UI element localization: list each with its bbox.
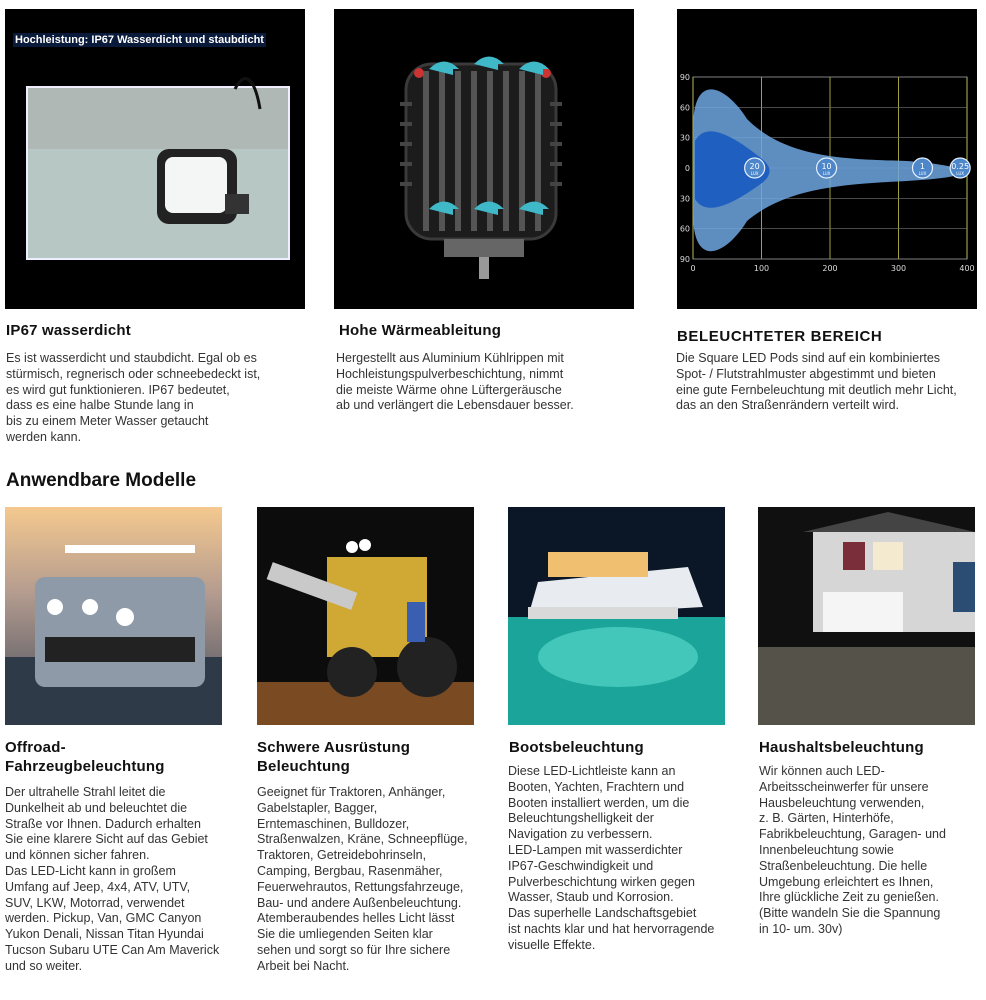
feature-title-waterproof: IP67 wasserdicht bbox=[6, 322, 131, 339]
ip67-badge: Hochleistung: IP67 Wasserdicht und staubdicht bbox=[15, 34, 264, 46]
feature-text-beam: Die Square LED Pods sind auf ein kombiniertes Spot- / Flutstrahlmuster abgestimmt und bieten eine gute Fernbeleuchtung mit deutlich mehr Licht, das an den Straßenrändern verteilt wird. bbox=[676, 351, 957, 413]
y-tick-label: 60 bbox=[679, 103, 690, 113]
water-tank-illustration bbox=[5, 9, 305, 309]
lux-unit: LUX bbox=[956, 171, 965, 176]
beam-pattern-chart bbox=[677, 9, 977, 309]
house-illustration bbox=[758, 507, 975, 725]
boat-photo bbox=[508, 507, 725, 725]
feature-text-heat: Hergestellt aus Aluminium Kühlrippen mit Hochleistungspulverbeschichtung, nimmt die meiste Wärme ohne Lüftergeräusche ab und verlängert die Lebensdauer besser. bbox=[336, 351, 574, 413]
feature-title-heat: Hohe Wärmeableitung bbox=[339, 322, 502, 339]
x-tick-label: 100 bbox=[753, 264, 770, 273]
model-title-offroad: Offroad- Fahrzeugbeleuchtung bbox=[5, 739, 165, 775]
feature-text-waterproof: Es ist wasserdicht und staubdicht. Egal ob es stürmisch, regnerisch oder schneebedeckt ist, es wird gut funktionieren. IP67 bedeutet, dass es eine halbe Stunde lang in bis zu einem Meter Wasser getaucht werden kann. bbox=[6, 351, 261, 444]
heatsink-illustration bbox=[334, 9, 634, 309]
x-tick-label: 400 bbox=[959, 264, 975, 273]
y-tick-label: 30 bbox=[679, 194, 690, 204]
lux-unit: LUX bbox=[918, 171, 927, 176]
jeep-illustration bbox=[5, 507, 222, 725]
section-title: Anwendbare Modelle bbox=[6, 470, 197, 491]
lux-value: 0.25 bbox=[951, 162, 970, 171]
boat-illustration bbox=[508, 507, 725, 725]
model-text-heavy: Geeignet für Traktoren, Anhänger, Gabelstapler, Bagger, Erntemaschinen, Bulldozer, Straßenwalzen, Kräne, Schneepflüge, Traktoren, Getreidebohrinseln, Camping, Bergbau, Rasenmäher, Feuerwehrautos, Rettungsfahrzeuge, Bau- und andere Außenbeleuchtung. Atemberaubendes helles Licht lässt Sie die umliegenden Seiten klar sehen und sorgt so für Ihre sichere Arbeit bei Nacht. bbox=[257, 785, 468, 973]
feature-title-beam: BELEUCHTETER BEREICH bbox=[677, 328, 883, 345]
lux-value: 1 bbox=[919, 162, 926, 171]
beam-chart-svg bbox=[677, 9, 977, 309]
house-photo bbox=[758, 507, 975, 725]
heatsink-image bbox=[334, 9, 634, 309]
y-tick-label: 30 bbox=[679, 133, 690, 143]
y-tick-label: 90 bbox=[679, 255, 690, 264]
lux-value: 20 bbox=[749, 162, 760, 171]
model-text-boat: Diese LED-Lichtleiste kann an Booten, Yachten, Frachtern und Booten installiert werden, um die Beleuchtungshelligkeit der Navigation zu verbessern. LED-Lampen mit wasserdichter IP67-Geschwindigkeit und Pulverbeschichtung wirken gegen Wasser, Staub und Korrosion. Das superhelle Landschaftsgebiet ist nachts klar und hat hervorragende visuelle Effekte. bbox=[508, 764, 715, 952]
lux-unit: LUX bbox=[750, 171, 759, 176]
x-tick-label: 300 bbox=[890, 264, 907, 273]
model-title-boat: Bootsbeleuchtung bbox=[509, 739, 644, 756]
offroad-photo bbox=[5, 507, 222, 725]
x-tick-label: 0 bbox=[690, 264, 696, 273]
model-text-offroad: Der ultrahelle Strahl leitet die Dunkelheit ab und beleuchtet die Straße vor Ihnen. Dadurch erhalten Sie eine klarere Sicht auf das Gebiet und können sicher fahren. Das LED-Licht kann in großem Umfang auf Jeep, 4x4, ATV, UTV, SUV, LKW, Motorrad, verwendet werden. Pickup, Van, GMC Canyon Yukon Denali, Nissan Titan Hyundai Tucson Subaru UTE Can Am Maverick und so weiter. bbox=[5, 785, 220, 973]
lux-unit: LUX bbox=[822, 171, 831, 176]
lux-value: 10 bbox=[821, 162, 832, 171]
y-tick-label: 90 bbox=[679, 73, 690, 82]
y-tick-label: 0 bbox=[684, 164, 690, 173]
y-tick-label: 60 bbox=[679, 224, 690, 234]
x-tick-label: 200 bbox=[822, 264, 838, 273]
model-title-heavy: Schwere Ausrüstung Beleuchtung bbox=[257, 739, 411, 775]
model-text-house: Wir können auch LED- Arbeitsscheinwerfer für unsere Hausbeleuchtung verwenden, z. B. Gärten, Hinterhöfe, Fabrikbeleuchtung, Garagen- und Innenbeleuchtung sowie Straßenbeleuchtung. Die helle Umgebung erleichtert es Ihnen, Ihre glückliche Zeit zu genießen. (Bitte wandeln Sie die Spannung in 10- um. 30v) bbox=[759, 764, 946, 936]
waterproof-image bbox=[5, 9, 305, 309]
heavy-equipment-photo bbox=[257, 507, 474, 725]
model-title-house: Haushaltsbeleuchtung bbox=[759, 739, 924, 756]
tractor-illustration bbox=[257, 507, 474, 725]
